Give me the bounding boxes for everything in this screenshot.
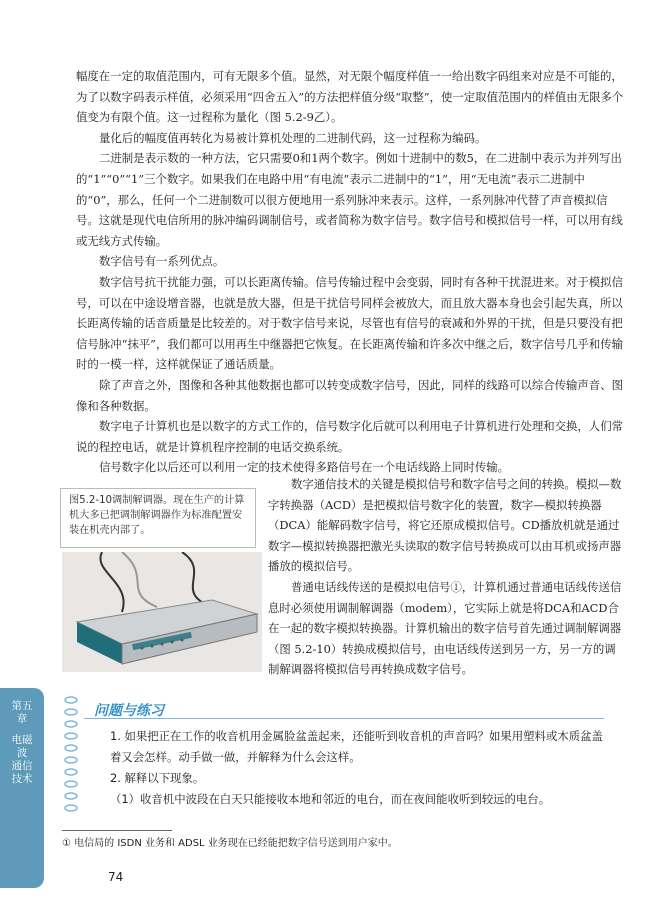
- paragraph-conversion: 数字通信技术的关键是模拟信号和数字信号之间的转换。模拟—数字转换器（ACD）是把模拟信号数字化的装置，数字—模拟转换器（DCA）能解码数字信号，将它还原成模拟信号。CD播放机就是通过数字—模拟转换器把激光头读取的数字信号转换成可以由耳机或扬声器播放的模拟信号。: [268, 477, 622, 574]
- exercise-title: 问题与练习: [94, 703, 164, 719]
- paragraph-multiplex: 信号数字化以后还可以利用一定的技术使得多路信号在一个电话线路上同时传输。: [99, 460, 510, 475]
- chapter-number: 第五章: [11, 700, 33, 725]
- exercise-divider: [84, 718, 604, 719]
- spiral-binding-icon: [62, 692, 80, 816]
- chapter-title: 电磁波 通信技术: [11, 734, 33, 785]
- page-number: 74: [108, 870, 124, 884]
- exercise-item: 2. 解释以下现象。: [110, 771, 205, 785]
- footnote: ① 电信局的 ISDN 业务和 ADSL 业务现在已经能把数字信号送到用户家中。: [62, 838, 398, 849]
- paragraph-integration: 除了声音之外，图像和各种其他数据也都可以转变成数字信号，因此，同样的线路可以综合传输声音、图像和各种数据。: [76, 377, 623, 413]
- exercise-box: [60, 688, 626, 816]
- exercise-item: （1）收音机中波段在白天只能接收本地和邻近的电台，而在夜间能收听到较远的电台。: [110, 792, 551, 806]
- exercise-item: 1. 如果把正在工作的收音机用金属脸盆盖起来，还能听到收音机的声音吗？如果用塑料或木质盆盖着又会怎样。动手做一做，并解释为什么会这样。: [110, 729, 603, 764]
- paragraph-quantization: 幅度在一定的取值范围内，可有无限多个值。显然，对无限个幅度样值一一给出数字码组来对应是不可能的，为了以数字码表示样值，必须采用“四舍五入”的方法把样值分级“取整”，使一定取值范围内的样值由无限多个值变为有限个值。这一过程称为量化（图 5.2-9乙）。: [76, 69, 624, 125]
- paragraph-advantages: 数字信号有一系列优点。: [99, 254, 225, 269]
- figure-caption: 图5.2-10调制解调器。现在生产的计算机大多已把调制解调器作为标准配置安装在机壳内部了。: [60, 488, 256, 548]
- side-text-column: [268, 474, 626, 680]
- paragraph-modem: 普通电话线传送的是模拟电信号①，计算机通过普通电话线传送信息时必须使用调制解调器（modem），它实际上就是将DCA和ACD合在一起的数字模拟转换器。计算机输出的数字信号首先通过调制解调器（图 5.2-10）转换成模拟信号，由电话线传送到另一方，另一方的调制解调器将模拟信号再转换成数字信号。: [268, 579, 622, 677]
- chapter-side-label: [10, 700, 34, 786]
- main-text: [76, 66, 624, 478]
- paragraph-computer: 数字电子计算机也是以数字的方式工作的，信号数字化后就可以利用电子计算机进行处理和交换，人们常说的程控电话，就是计算机程序控制的电话交换系统。: [76, 419, 623, 454]
- modem-photo: [62, 552, 262, 672]
- paragraph-anti-interference: 数字信号抗干扰能力强，可以长距离传输。信号传输过程中会变弱，同时有各种干扰混进来。对于模拟信号，可以在中途设增音器，也就是放大器，但是干扰信号同样会被放大，而且放大器本身也会引起失真，所以长距离传输的话音质量是比较差的。对于数字信号来说，尽管也有信号的衰减和外界的干扰，但是只要没有把信号脉冲“抹平”，我们都可以用再生中继器把它恢复。在长距离传输和许多次中继之后，数字信号几乎和传输时的一模一样，这样就保证了通话质量。: [76, 274, 624, 372]
- exercise-items: [110, 726, 610, 810]
- paragraph-encoding: 量化后的幅度值再转化为易被计算机处理的二进制代码，这一过程称为编码。: [99, 130, 487, 145]
- footnote-divider: [62, 830, 172, 831]
- paragraph-binary: 二进制是表示数的一种方法，它只需要0和1两个数字。例如十进制中的数5，在二进制中表示为并列写出的“1”“0”“1”三个数字。如果我们在电路中用“有电流”表示二进制中的“1”，用“无电流”表示二进制中的“0”，那么，任何一个二进制数可以很方便地用一系列脉冲来表示。这样，一系列脉冲代替了声音模拟信号。这就是现代电信所用的脉冲编码调制信号，或者简称为数字信号。数字信号和模拟信号一样，可以用有线或无线方式传输。: [76, 151, 623, 248]
